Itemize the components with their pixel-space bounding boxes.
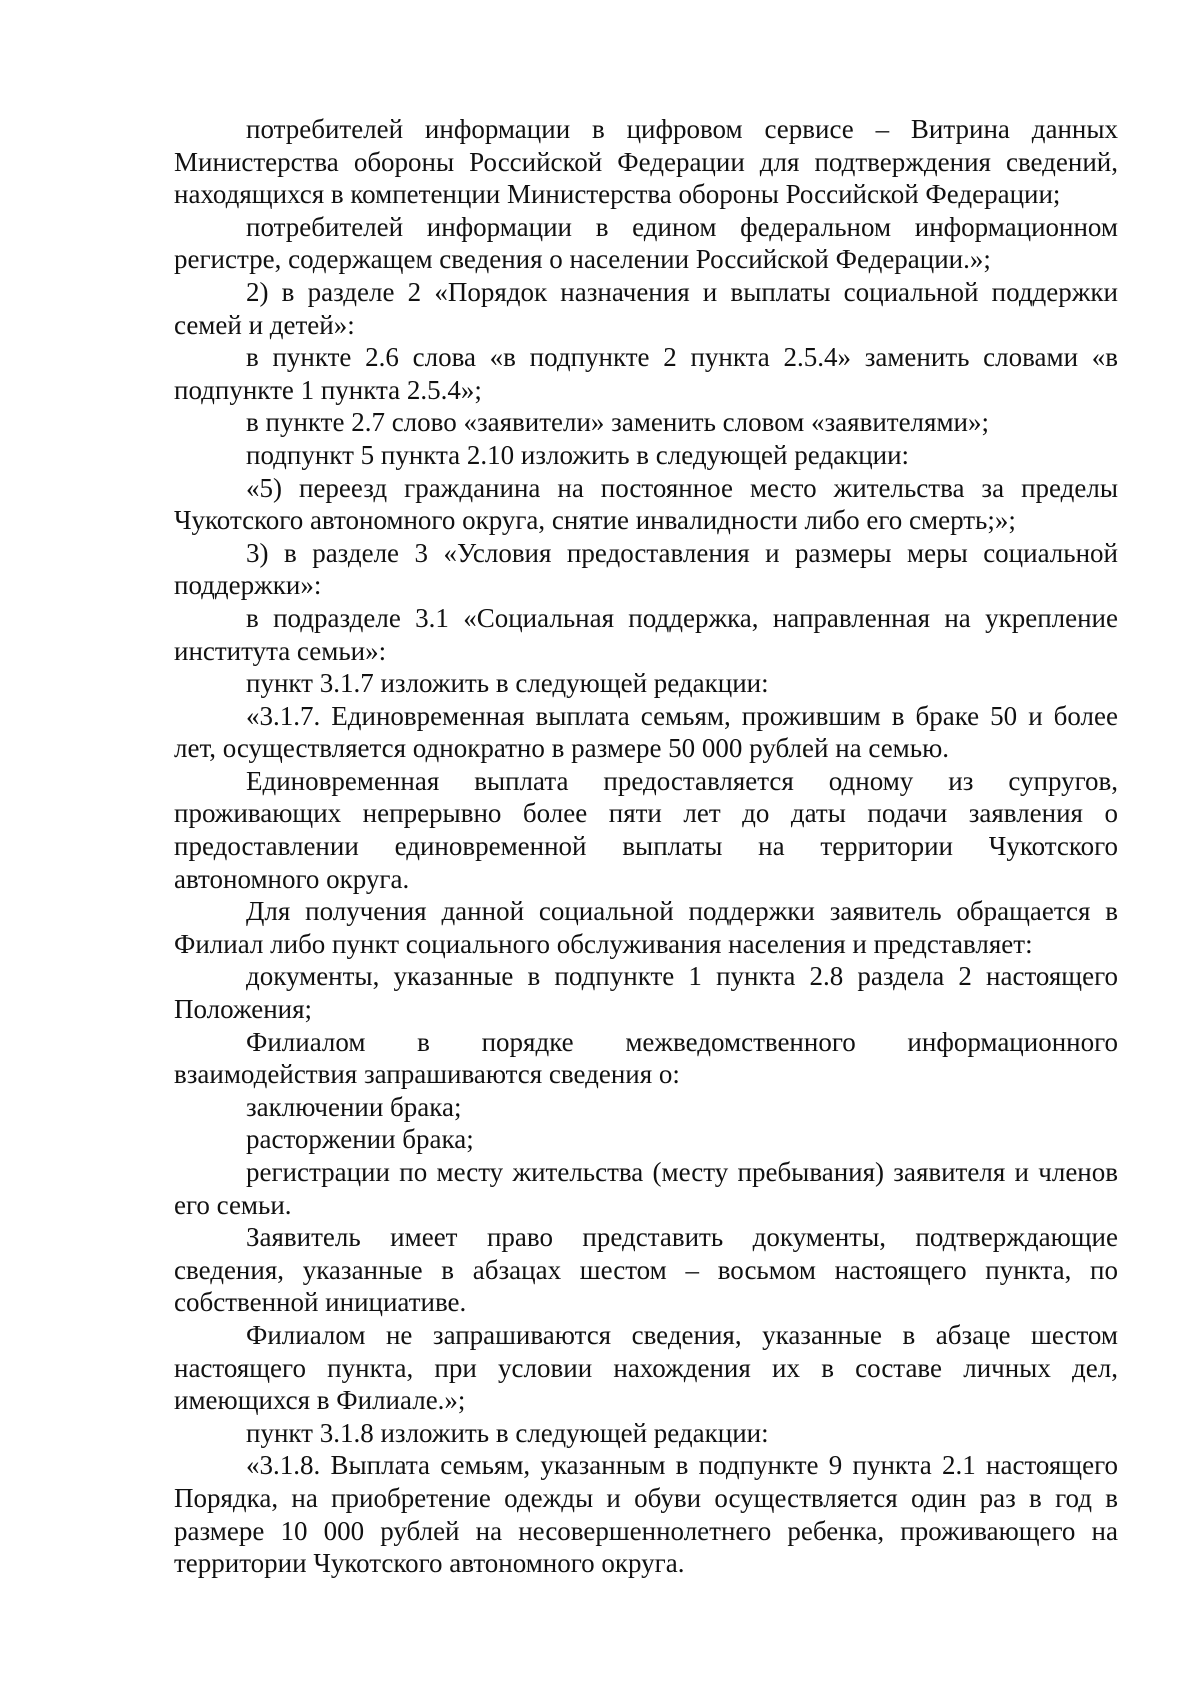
paragraph-19: Заявитель имеет право представить документы, подтверждающие сведения, указанные в абзацах шестом – восьмом настоящего пункта, по собственной инициативе. <box>174 1222 1118 1318</box>
paragraph-4: в пункте 2.6 слова «в подпункте 2 пункта 2.5.4» заменить словами «в подпункте 1 пункта 2.5.4»; <box>174 342 1118 405</box>
paragraph-16: заключении брака; <box>246 1091 462 1122</box>
paragraph-6: подпункт 5 пункта 2.10 изложить в следующей редакции: <box>246 439 910 470</box>
paragraph-14: документы, указанные в подпункте 1 пункта 2.8 раздела 2 настоящего Положения; <box>174 961 1118 1025</box>
paragraph-18: регистрации по месту жительства (месту пребывания) заявителя и членов его семьи. <box>174 1157 1118 1220</box>
paragraph-9: в подразделе 3.1 «Социальная поддержка, направленная на укрепление института семьи»: <box>174 602 1118 666</box>
paragraph-22: «3.1.8. Выплата семьям, указанным в подпункте 9 пункта 2.1 настоящего Порядка, на приобретение одежды и обуви осуществляется один раз в год в размере 10 000 рублей на несовершеннолетнего ребенка, проживающего на территории Чукотского автономного округа. <box>174 1450 1118 1579</box>
paragraph-2: потребителей информации в едином федеральном информационном регистре, содержащем сведения о населении Российской Федерации.»; <box>174 211 1118 275</box>
paragraph-15: Филиалом в порядке межведомственного информационного взаимодействия запрашиваются сведения о: <box>174 1026 1118 1090</box>
paragraph-11: «3.1.7. Единовременная выплата семьям, прожившим в браке 50 и более лет, осуществляется однократно в размере 50 000 рублей на семью. <box>174 700 1118 764</box>
paragraph-17: расторжении брака; <box>246 1124 474 1155</box>
paragraph-3: 2) в разделе 2 «Порядок назначения и выплаты социальной поддержки семей и детей»: <box>174 276 1118 340</box>
paragraph-21: пункт 3.1.8 изложить в следующей редакции: <box>246 1417 769 1448</box>
paragraph-20: Филиалом не запрашиваются сведения, указанные в абзаце шестом настоящего пункта, при условии нахождения их в составе личных дел, имеющихся в Филиале.»; <box>174 1319 1118 1416</box>
paragraph-8: 3) в разделе 3 «Условия предоставления и размеры меры социальной поддержки»: <box>174 537 1118 601</box>
paragraph-1: потребителей информации в цифровом сервисе – Витрина данных Министерства обороны Российской Федерации для подтверждения сведений, находящихся в компетенции Министерства обороны Российской Федерации; <box>174 114 1118 210</box>
document-page <box>174 113 1118 1580</box>
paragraph-10: пункт 3.1.7 изложить в следующей редакции: <box>246 668 769 699</box>
paragraph-12: Единовременная выплата предоставляется одному из супругов, проживающих непрерывно более пяти лет до даты подачи заявления о предоставлении единовременной выплаты на территории Чукотского автономного округа. <box>174 765 1118 894</box>
paragraph-5: в пункте 2.7 слово «заявители» заменить словом «заявителями»; <box>246 407 989 438</box>
paragraph-13: Для получения данной социальной поддержки заявитель обращается в Филиал либо пункт социального обслуживания населения и представляет: <box>174 896 1118 959</box>
paragraph-7: «5) переезд гражданина на постоянное место жительства за пределы Чукотского автономного округа, снятие инвалидности либо его смерть;»; <box>174 472 1118 536</box>
